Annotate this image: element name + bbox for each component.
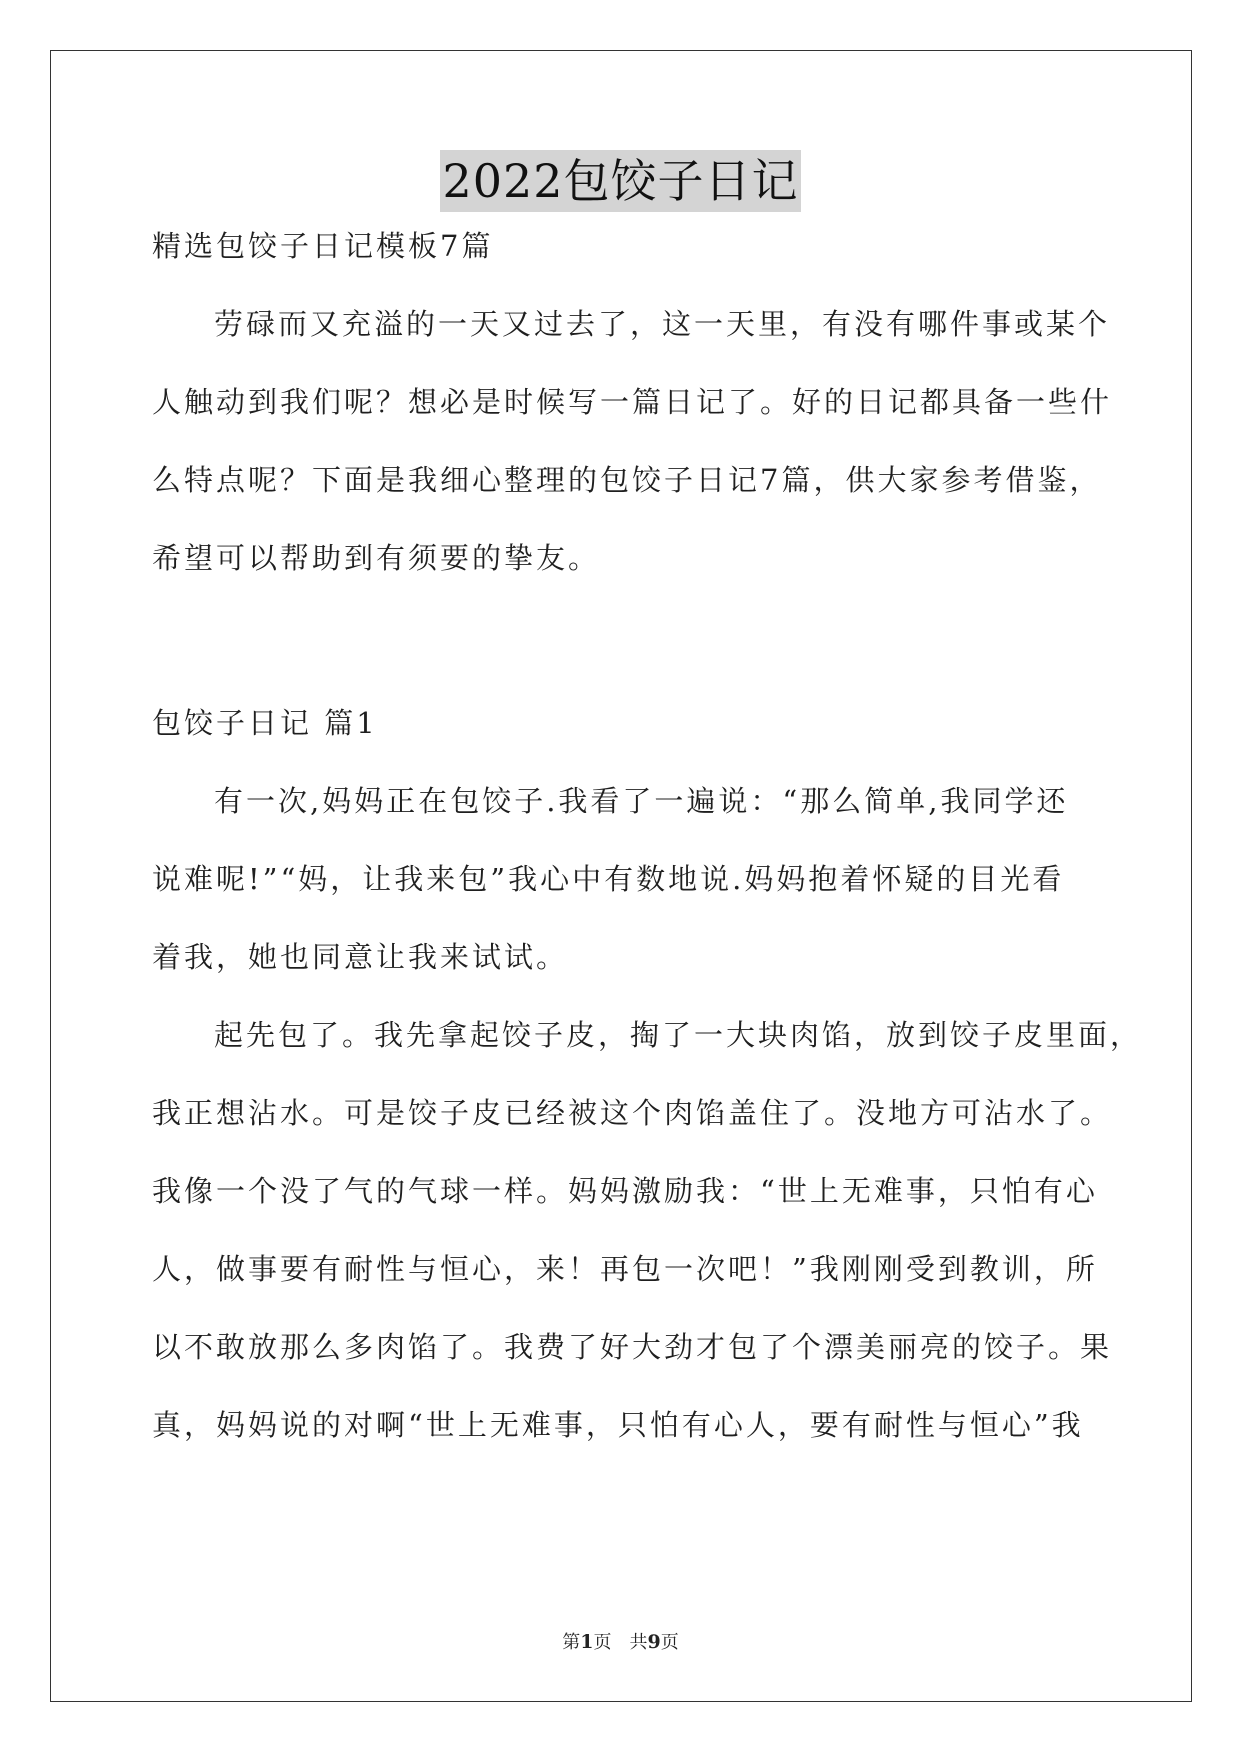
intro-line: 么特点呢？下面是我细心整理的包饺子日记7篇，供大家参考借鉴， xyxy=(152,463,1102,497)
footer-prefix: 第 xyxy=(562,1632,581,1653)
intro-line: 希望可以帮助到有须要的挚友。 xyxy=(152,541,601,575)
section-title: 包饺子日记 篇1 xyxy=(152,706,378,740)
document-body xyxy=(152,226,1143,1445)
paragraph-line: 着我，她也同意让我来试试。 xyxy=(152,940,569,974)
paragraph-line: 人，做事要有耐性与恒心，来！再包一次吧！”我刚刚受到教训，所 xyxy=(152,1252,1098,1286)
page-footer xyxy=(0,1628,1241,1654)
paragraph-line: 以不敢放那么多肉馅了。我费了好大劲才包了个漂美丽亮的饺子。果 xyxy=(152,1330,1113,1364)
title-wrap xyxy=(0,150,1241,212)
paragraph-line: 起先包了。我先拿起饺子皮，掏了一大块肉馅，放到饺子皮里面， xyxy=(214,1018,1143,1052)
intro-line: 人触动到我们呢？想必是时候写一篇日记了。好的日记都具备一些什 xyxy=(152,385,1113,419)
footer-middle: 页 共 xyxy=(593,1632,648,1653)
paragraph-line: 我像一个没了气的气球一样。妈妈激励我：“世上无难事，只怕有心 xyxy=(152,1174,1098,1208)
paragraph-line: 真，妈妈说的对啊“世上无难事，只怕有心人，要有耐性与恒心”我 xyxy=(152,1408,1084,1442)
document-title: 2022包饺子日记 xyxy=(440,150,800,212)
subtitle: 精选包饺子日记模板7篇 xyxy=(152,229,494,263)
footer-suffix: 页 xyxy=(660,1632,679,1653)
footer-total-pages: 9 xyxy=(647,1631,661,1653)
paragraph-line: 我正想沾水。可是饺子皮已经被这个肉馅盖住了。没地方可沾水了。 xyxy=(152,1096,1113,1130)
paragraph-line: 有一次,妈妈正在包饺子.我看了一遍说：“那么简单,我同学还 xyxy=(214,784,1069,818)
paragraph-line: 说难呢!”“妈，让我来包”我心中有数地说.妈妈抱着怀疑的目光看 xyxy=(152,862,1065,896)
footer-page-number: 1 xyxy=(580,1631,594,1653)
intro-line: 劳碌而又充溢的一天又过去了，这一天里，有没有哪件事或某个 xyxy=(214,307,1111,341)
